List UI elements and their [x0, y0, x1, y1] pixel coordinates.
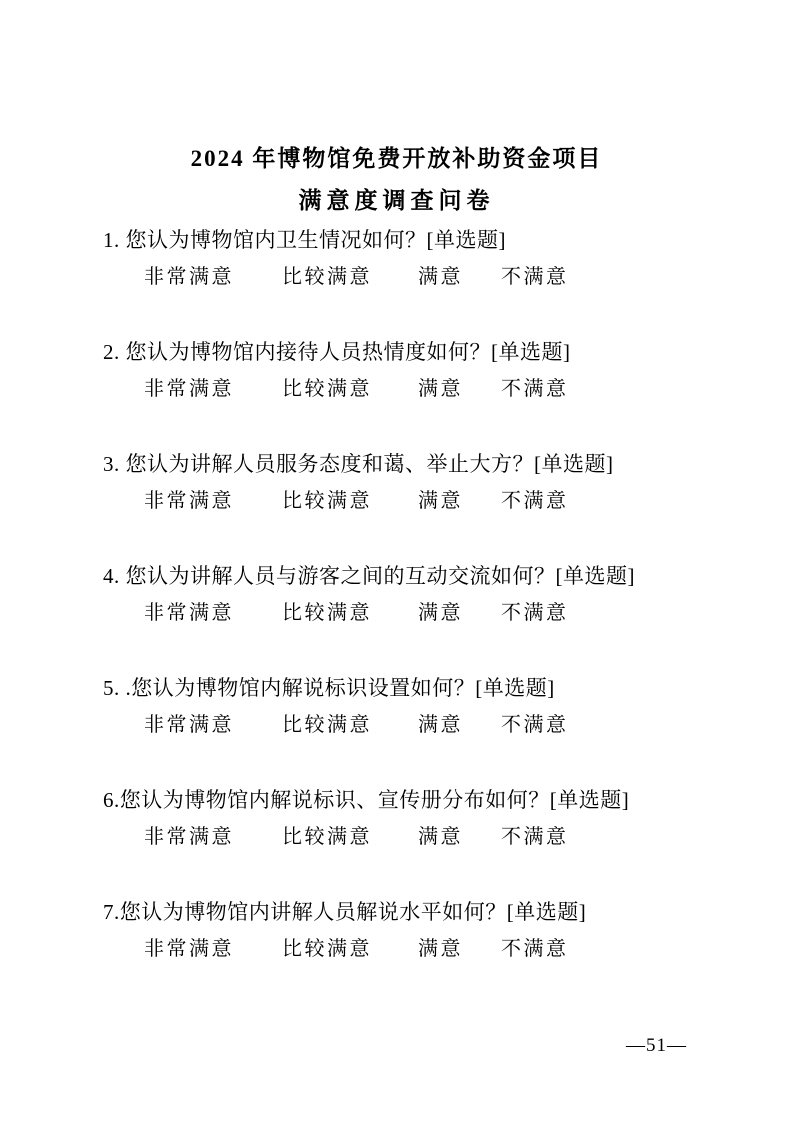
option-label: 非常满意 — [144, 714, 234, 736]
option-label: 比较满意 — [282, 266, 372, 288]
document-title-line1: 2024 年博物馆免费开放补助资金项目 — [190, 146, 603, 171]
option-label: 非常满意 — [144, 378, 234, 400]
option-label: 满意 — [418, 714, 463, 736]
option-label: 不满意 — [501, 490, 569, 512]
option-label: 满意 — [418, 602, 463, 624]
question-text: 3. 您认为讲解人员服务态度和蔼、举止大方？[单选题] — [103, 452, 614, 476]
option-label: 非常满意 — [144, 490, 234, 512]
question-text: 7.您认为博物馆内讲解人员解说水平如何？[单选题] — [103, 900, 587, 924]
question-options — [103, 371, 753, 408]
option-label: 非常满意 — [144, 266, 234, 288]
option-label: 不满意 — [501, 938, 569, 960]
question-text: 2. 您认为博物馆内接待人员热情度如何？[单选题] — [103, 340, 571, 364]
question-item-5 — [103, 670, 753, 744]
question-item-6 — [103, 782, 753, 856]
option-label: 满意 — [418, 826, 463, 848]
question-item-3 — [103, 446, 753, 520]
document-title-line2: 满意度调查问卷 — [298, 188, 495, 213]
option-label: 比较满意 — [282, 714, 372, 736]
question-item-2 — [103, 334, 753, 408]
option-label: 不满意 — [501, 378, 569, 400]
option-label: 满意 — [418, 938, 463, 960]
option-label: 非常满意 — [144, 826, 234, 848]
option-label: 不满意 — [501, 602, 569, 624]
option-label: 非常满意 — [144, 602, 234, 624]
question-text: 1. 您认为博物馆内卫生情况如何？[单选题] — [103, 228, 506, 252]
question-options — [103, 483, 753, 520]
question-list — [103, 222, 753, 1006]
page-number: —51— — [626, 1035, 687, 1056]
option-label: 比较满意 — [282, 490, 372, 512]
option-label: 满意 — [418, 266, 463, 288]
option-label: 不满意 — [501, 266, 569, 288]
option-label: 比较满意 — [282, 826, 372, 848]
question-options — [103, 259, 753, 296]
question-item-4 — [103, 558, 753, 632]
question-options — [103, 931, 753, 968]
option-label: 比较满意 — [282, 378, 372, 400]
option-label: 满意 — [418, 378, 463, 400]
question-options — [103, 707, 753, 744]
document-header — [0, 138, 793, 222]
option-label: 比较满意 — [282, 602, 372, 624]
question-item-1 — [103, 222, 753, 296]
option-label: 不满意 — [501, 826, 569, 848]
option-label: 满意 — [418, 490, 463, 512]
option-label: 不满意 — [501, 714, 569, 736]
question-options — [103, 819, 753, 856]
option-label: 非常满意 — [144, 938, 234, 960]
question-options — [103, 595, 753, 632]
option-label: 比较满意 — [282, 938, 372, 960]
question-item-7 — [103, 894, 753, 968]
question-text: 6.您认为博物馆内解说标识、宣传册分布如何？[单选题] — [103, 788, 630, 812]
question-text: 4. 您认为讲解人员与游客之间的互动交流如何？[单选题] — [103, 564, 635, 588]
question-text: 5. .您认为博物馆内解说标识设置如何？[单选题] — [103, 676, 555, 700]
